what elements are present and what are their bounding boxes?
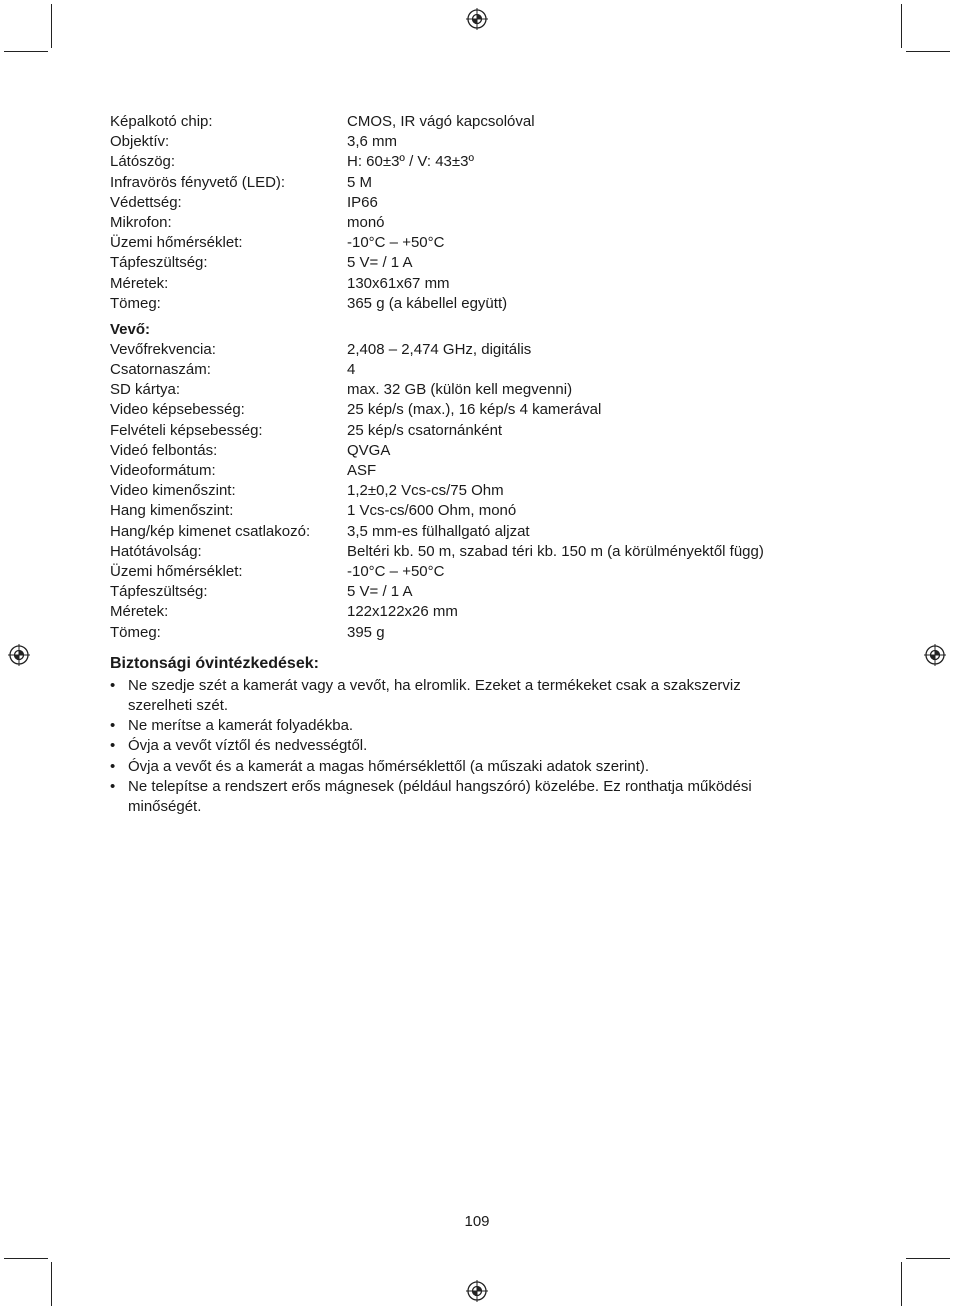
spec-label: Videó felbontás:: [110, 441, 218, 459]
crop-mark-top-right-horizontal: [906, 51, 950, 52]
spec-row: [110, 602, 830, 622]
bullet-icon: •: [110, 676, 116, 694]
spec-label: Csatornaszám:: [110, 361, 211, 379]
spec-label: SD kártya:: [110, 381, 181, 399]
spec-value: 1 Vcs-cs/600 Ohm, monó: [347, 502, 517, 520]
spec-row: [110, 400, 830, 420]
spec-value: 5 V= / 1 A: [347, 254, 413, 272]
crop-mark-bottom-right-vertical: [901, 1262, 902, 1306]
spec-value: 1,2±0,2 Vcs-cs/75 Ohm: [347, 482, 504, 500]
spec-value: IP66: [347, 193, 378, 211]
spec-row: [110, 294, 830, 314]
spec-value: 395 g: [347, 623, 385, 641]
spec-label: Tápfeszültség:: [110, 583, 208, 601]
spec-row: [110, 213, 830, 233]
registration-mark-bottom-icon: [466, 1280, 488, 1302]
crop-mark-bottom-left-vertical: [51, 1262, 52, 1306]
spec-label: Tömeg:: [110, 623, 161, 641]
spec-label: Felvételi képsebesség:: [110, 421, 263, 439]
spec-row: [110, 132, 830, 152]
crop-mark-top-left-horizontal: [4, 51, 48, 52]
spec-row: [110, 173, 830, 193]
list-item-text: Óvja a vevőt víztől és nedvességtől.: [128, 737, 368, 755]
spec-label: Hang/kép kimenet csatlakozó:: [110, 522, 311, 540]
spec-value: 130x61x67 mm: [347, 274, 450, 292]
spec-row: [110, 461, 830, 481]
spec-row: [110, 152, 830, 172]
spec-label: Képalkotó chip:: [110, 113, 213, 130]
spec-row: [110, 542, 830, 562]
spec-label: Videoformátum:: [110, 462, 216, 479]
spec-label: Hatótávolság:: [110, 542, 202, 560]
camera-spec-table: [110, 112, 830, 314]
spec-row: [110, 582, 830, 602]
spec-row: [110, 522, 830, 542]
spec-value: 122x122x26 mm: [347, 603, 458, 621]
list-item-text: Ne szedje szét a kamerát vagy a vevőt, ha elromlik. Ezeket a termékeket csak a szakszerviz: [128, 676, 741, 694]
crop-mark-top-left-vertical: [51, 4, 52, 48]
spec-label: Mikrofon:: [110, 213, 172, 231]
bullet-icon: •: [110, 717, 116, 735]
spec-row: [110, 501, 830, 521]
list-item: [110, 757, 830, 777]
spec-label: Video képsebesség:: [110, 401, 245, 419]
spec-row: [110, 421, 830, 441]
receiver-spec-table: [110, 340, 830, 643]
spec-label: Infravörös fényvető (LED):: [110, 173, 286, 191]
spec-label: Tápfeszültség:: [110, 254, 208, 272]
spec-value: -10°C – +50°C: [347, 234, 445, 252]
spec-value: 3,5 mm-es fülhallgató aljzat: [347, 522, 530, 540]
crop-mark-bottom-right-horizontal: [906, 1258, 950, 1259]
spec-row: [110, 623, 830, 643]
spec-value: H: 60±3º / V: 43±3º: [347, 153, 474, 171]
spec-label: Üzemi hőmérséklet:: [110, 234, 243, 252]
spec-row: [110, 481, 830, 501]
bullet-icon: •: [110, 777, 116, 795]
spec-label: Video kimenőszint:: [110, 482, 236, 500]
spec-label: Tömeg:: [110, 294, 161, 312]
spec-row: [110, 340, 830, 360]
spec-label: Üzemi hőmérséklet:: [110, 562, 243, 580]
spec-row: [110, 274, 830, 294]
spec-label: Hang kimenőszint:: [110, 502, 234, 520]
receiver-section-title: Vevő:: [110, 320, 151, 338]
list-item: [110, 716, 830, 736]
crop-mark-top-right-vertical: [901, 4, 902, 48]
spec-value: 25 kép/s (max.), 16 kép/s 4 kamerával: [347, 401, 602, 419]
spec-value: 2,408 – 2,474 GHz, digitális: [347, 340, 532, 358]
bullet-icon: •: [110, 757, 116, 775]
spec-value: 25 kép/s csatornánként: [347, 421, 503, 439]
list-item: [110, 736, 830, 756]
spec-row: [110, 380, 830, 400]
spec-value: 3,6 mm: [347, 133, 398, 151]
registration-mark-top-icon: [466, 8, 488, 30]
spec-value: 365 g (a kábellel együtt): [347, 294, 508, 312]
spec-value: 5 V= / 1 A: [347, 583, 413, 601]
spec-label: Méretek:: [110, 603, 169, 621]
spec-row: [110, 253, 830, 273]
list-item-text-continued: szerelheti szét.: [128, 696, 229, 714]
page-number: 109: [464, 1213, 490, 1230]
spec-label: Objektív:: [110, 133, 170, 151]
spec-value: ASF: [347, 462, 377, 479]
spec-value: monó: [347, 213, 385, 231]
list-item-text: Ne merítse a kamerát folyadékba.: [128, 717, 354, 735]
spec-value: 4: [347, 361, 356, 379]
spec-label: Védettség:: [110, 193, 182, 211]
spec-label: Látószög:: [110, 153, 176, 171]
spec-value: -10°C – +50°C: [347, 562, 445, 580]
registration-mark-right-icon: [924, 644, 946, 666]
spec-row: [110, 233, 830, 253]
spec-row: [110, 562, 830, 582]
crop-mark-bottom-left-horizontal: [4, 1258, 48, 1259]
spec-value: 5 M: [347, 173, 373, 191]
list-item: [110, 777, 830, 817]
spec-row: [110, 112, 830, 132]
page-content: [110, 112, 830, 817]
spec-value: Beltéri kb. 50 m, szabad téri kb. 150 m (a körülményektől függ): [347, 542, 764, 560]
spec-value: QVGA: [347, 441, 391, 459]
list-item: [110, 676, 830, 716]
registration-mark-left-icon: [8, 644, 30, 666]
safety-list: [110, 676, 830, 817]
spec-value: max. 32 GB (külön kell megvenni): [347, 381, 573, 399]
list-item-text: Ne telepítse a rendszert erős mágnesek (például hangszóró) közelébe. Ez ronthatja működési: [128, 777, 752, 795]
spec-row: [110, 441, 830, 461]
list-item-text-continued: minőségét.: [128, 797, 202, 815]
spec-label: Vevőfrekvencia:: [110, 340, 216, 358]
spec-value: CMOS, IR vágó kapcsolóval: [347, 113, 535, 130]
spec-row: [110, 193, 830, 213]
list-item-text: Óvja a vevőt és a kamerát a magas hőmérséklettől (a műszaki adatok szerint).: [128, 757, 650, 775]
bullet-icon: •: [110, 737, 116, 755]
spec-label: Méretek:: [110, 274, 169, 292]
spec-row: [110, 360, 830, 380]
safety-heading: Biztonsági óvintézkedések:: [110, 654, 319, 672]
